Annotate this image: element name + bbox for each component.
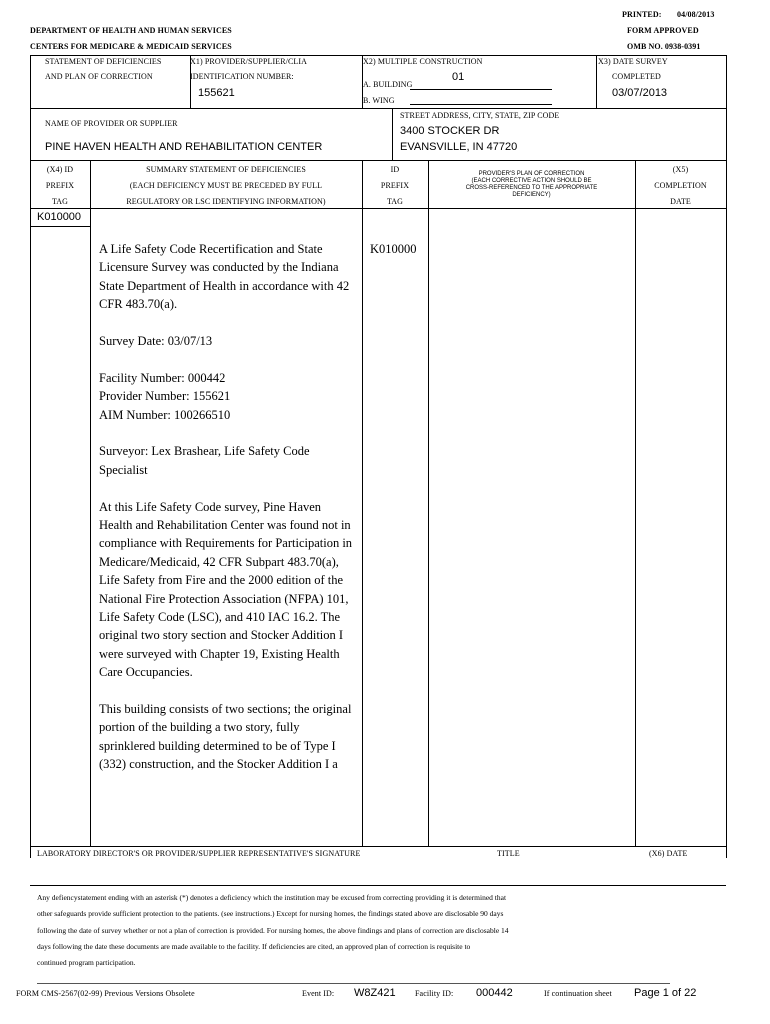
provider-name-label: NAME OF PROVIDER OR SUPPLIER <box>45 119 178 128</box>
col-divider-1 <box>90 160 91 846</box>
provider-name: PINE HAVEN HEALTH AND REHABILITATION CENTER <box>45 141 323 153</box>
title-label: TITLE <box>497 849 520 858</box>
wing-underline <box>410 104 552 105</box>
summary-header-2: (EACH DEFICIENCY MUST BE PRECEDED BY FULL <box>129 181 323 190</box>
left-tag-underline <box>30 226 90 227</box>
paragraph-facility-ids: Facility Number: 000442 Provider Number: 155621 AIM Number: 100266510 <box>99 370 231 422</box>
signature-bottom-line <box>30 885 726 886</box>
x4-header-1: (X4) ID <box>46 165 74 174</box>
x6-date-label: (X6) DATE <box>649 849 688 858</box>
printed-date: 04/08/2013 <box>677 10 715 19</box>
row-divider-2 <box>30 160 726 161</box>
footer-rule <box>37 983 670 984</box>
building-label: A. BUILDING <box>363 80 413 89</box>
divider-x3 <box>596 55 597 108</box>
x5-header-1: (X5) <box>672 165 689 174</box>
left-tag: K010000 <box>37 211 82 223</box>
address-line-2: EVANSVILLE, IN 47720 <box>400 141 518 153</box>
wing-label: B. WING <box>363 96 395 105</box>
plan-header-2: (EACH CORRECTIVE ACTION SHOULD BE <box>471 178 592 184</box>
x5-header-2: COMPLETION <box>654 181 707 190</box>
event-id-value: W8Z421 <box>354 987 396 999</box>
footnote-line-4: days following the date these documents are made available to the facility. If deficiencies are cited, an approved plan of correction is requisite to <box>37 941 471 951</box>
x1-label-1: X1) PROVIDER/SUPPLIER/CLIA <box>190 57 308 66</box>
building-value: 01 <box>452 71 465 83</box>
signature-label: LABORATORY DIRECTOR'S OR PROVIDER/SUPPLIER REPRESENTATIVE'S SIGNATURE <box>37 849 361 858</box>
form-approved: FORM APPROVED <box>627 26 699 35</box>
summary-header-3: REGULATORY OR LSC IDENTIFYING INFORMATION) <box>126 197 326 206</box>
deficiency-summary <box>99 240 357 840</box>
paragraph-compliance: At this Life Safety Code survey, Pine Haven Health and Rehabilitation Center was found not in compliance with Requirements for Participation in Medicare/Medicaid, 42 CFR Subpart 483.70(a), Life Safety from Fire and the 2000 edition of the National Fire Protection Association (NFPA) 101, Life Safety Code (LSC), and 410 IAC 16.2. The original two story section and Stocker Addition I were surveyed with Chapter 19, Existing Health Care Occupancies. <box>99 499 353 680</box>
centers-name: CENTERS FOR MEDICARE & MEDICAID SERVICES <box>30 42 232 51</box>
left-border <box>30 55 31 858</box>
plan-header <box>428 171 635 199</box>
x1-label-2: IDENTIFICATION NUMBER: <box>190 72 294 81</box>
plan-header-1: PROVIDER'S PLAN OF CORRECTION <box>478 171 585 177</box>
disclosure-footnote <box>37 890 727 971</box>
printed-label: PRINTED: <box>622 10 662 19</box>
x5-header-3: DATE <box>670 197 691 206</box>
address-label: STREET ADDRESS, CITY, STATE, ZIP CODE <box>400 111 560 120</box>
footnote-line-5: continued program participation. <box>37 958 136 968</box>
id-header-3: TAG <box>386 197 404 206</box>
continuation-label: If continuation sheet <box>544 989 612 998</box>
id-header-2: PREFIX <box>380 181 410 190</box>
right-border <box>726 55 727 858</box>
address-line-1: 3400 STOCKER DR <box>400 125 500 137</box>
x3-label-1: X3) DATE SURVEY <box>598 57 668 66</box>
form-number: FORM CMS-2567(02-99) Previous Versions Obsolete <box>16 989 195 998</box>
event-id-label: Event ID: <box>302 989 335 998</box>
id-header-1: ID <box>390 165 400 174</box>
paragraph-surveyor: Surveyor: Lex Brashear, Life Safety Code Specialist <box>99 444 310 477</box>
x4-header-2: PREFIX <box>45 181 75 190</box>
divider-address <box>392 108 393 160</box>
col-divider-4 <box>635 160 636 846</box>
department-name: DEPARTMENT OF HEALTH AND HUMAN SERVICES <box>30 26 232 35</box>
page-number: Page 1 of 22 <box>634 987 697 999</box>
col-divider-2 <box>362 160 363 846</box>
plan-header-4: DEFICIENCY) <box>512 192 551 198</box>
footnote-line-1: Any defiencystatement ending with an asterisk (*) denotes a deficiency which the institution may be excused from correcting providing it is determined that <box>37 893 507 902</box>
statement-label-2: AND PLAN OF CORRECTION <box>45 72 153 81</box>
top-border <box>30 55 726 56</box>
statement-label-1: STATEMENT OF DEFICIENCIES <box>45 57 162 66</box>
facility-id-label: Facility ID: <box>415 989 454 998</box>
paragraph-survey-intro: A Life Safety Code Recertification and State Licensure Survey was conducted by the Indiana State Department of Health in accordance with 42 CFR 483.70(a). <box>99 242 350 312</box>
footnote-line-2: other safeguards provide sufficient protection to the patients. (see instructions.) Except for nursing homes, the findings stated above are disclosable 90 days <box>37 909 504 919</box>
x1-provider-number: 155621 <box>198 87 235 99</box>
x4-header-3: TAG <box>51 197 69 206</box>
x3-label-2: COMPLETED <box>612 72 661 81</box>
paragraph-building: This building consists of two sections; the original portion of the building a two story, fully sprinklered building determined to be of Type I (332) construction, and the Stocker Addition I a <box>99 702 352 772</box>
summary-header-1: SUMMARY STATEMENT OF DEFICIENCIES <box>146 165 306 174</box>
signature-top-line <box>30 846 726 847</box>
paragraph-survey-date: Survey Date: 03/07/13 <box>99 334 213 349</box>
col-divider-3 <box>428 160 429 846</box>
x3-survey-date: 03/07/2013 <box>612 87 668 99</box>
building-underline <box>410 89 552 90</box>
row-divider-1 <box>30 108 726 109</box>
header-bottom-line <box>30 208 726 209</box>
x2-label: X2) MULTIPLE CONSTRUCTION <box>363 57 483 66</box>
plan-header-3: CROSS-REFERENCED TO THE APPROPRIATE <box>465 185 598 191</box>
omb-number: OMB NO. 0938-0391 <box>627 42 701 51</box>
facility-id-value: 000442 <box>476 987 513 999</box>
footnote-line-3: following the date of survey whether or not a plan of correction is provided. For nursing homes, the above findings and plans of correction are disclosable 14 <box>37 925 509 935</box>
right-tag: K010000 <box>370 242 417 256</box>
